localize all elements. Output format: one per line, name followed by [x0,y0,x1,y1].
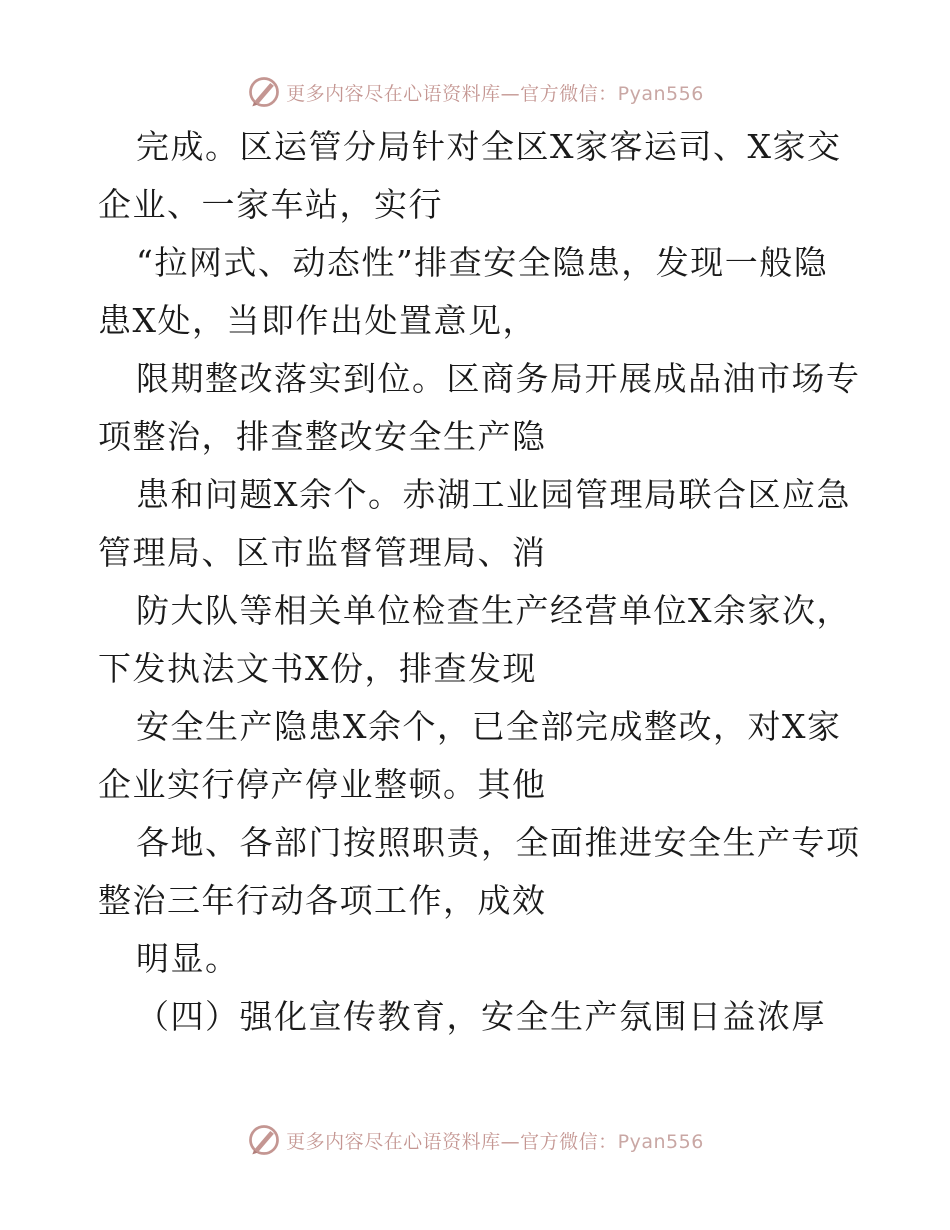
watermark-label: 更多内容尽在心语资料库—官方微信： [286,1130,618,1153]
document-body [98,118,861,1046]
watermark-text [286,79,704,106]
footer-watermark [0,1118,950,1162]
text-line: 安全生产隐患X余个，已全部完成整改，对X家 [136,707,842,746]
text-line: 项整治，排查整改安全生产隐 [98,417,547,456]
text-line: 整治三年行动各项工作，成效 [98,881,547,920]
pen-logo-icon [246,74,282,110]
text-line: 管理局、区市监督管理局、消 [98,533,547,572]
text-line: 企业实行停产停业整顿。其他 [98,765,547,804]
text-line: 限期整改落实到位。区商务局开展成品油市场专 [136,359,861,398]
header-watermark [0,70,950,114]
text-line: “拉网式、动态性”排查安全隐患，发现一般隐 [136,243,829,282]
watermark-wechat-id: Pyan556 [617,82,704,105]
text-line: 完成。区运管分局针对全区X家客运司、X家交 [136,127,842,166]
text-line: 患和问题X余个。赤湖工业园管理局联合区应急 [136,475,851,514]
text-line: 企业、一家车站，实行 [98,185,443,224]
text-line: 患X处，当即作出处置意见， [98,301,537,340]
text-line: 防大队等相关单位检查生产经营单位X余家次， [136,591,851,630]
section-heading: （四）强化宣传教育，安全生产氛围日益浓厚 [136,997,826,1036]
text-line: 明显。 [136,939,240,978]
text-line: 下发执法文书X份，排查发现 [98,649,537,688]
text-line: 各地、各部门按照职责，全面推进安全生产专项 [136,823,861,862]
watermark-wechat-id: Pyan556 [617,1130,704,1153]
pen-logo-icon [246,1122,282,1158]
watermark-text [286,1127,704,1154]
watermark-label: 更多内容尽在心语资料库—官方微信： [286,82,618,105]
